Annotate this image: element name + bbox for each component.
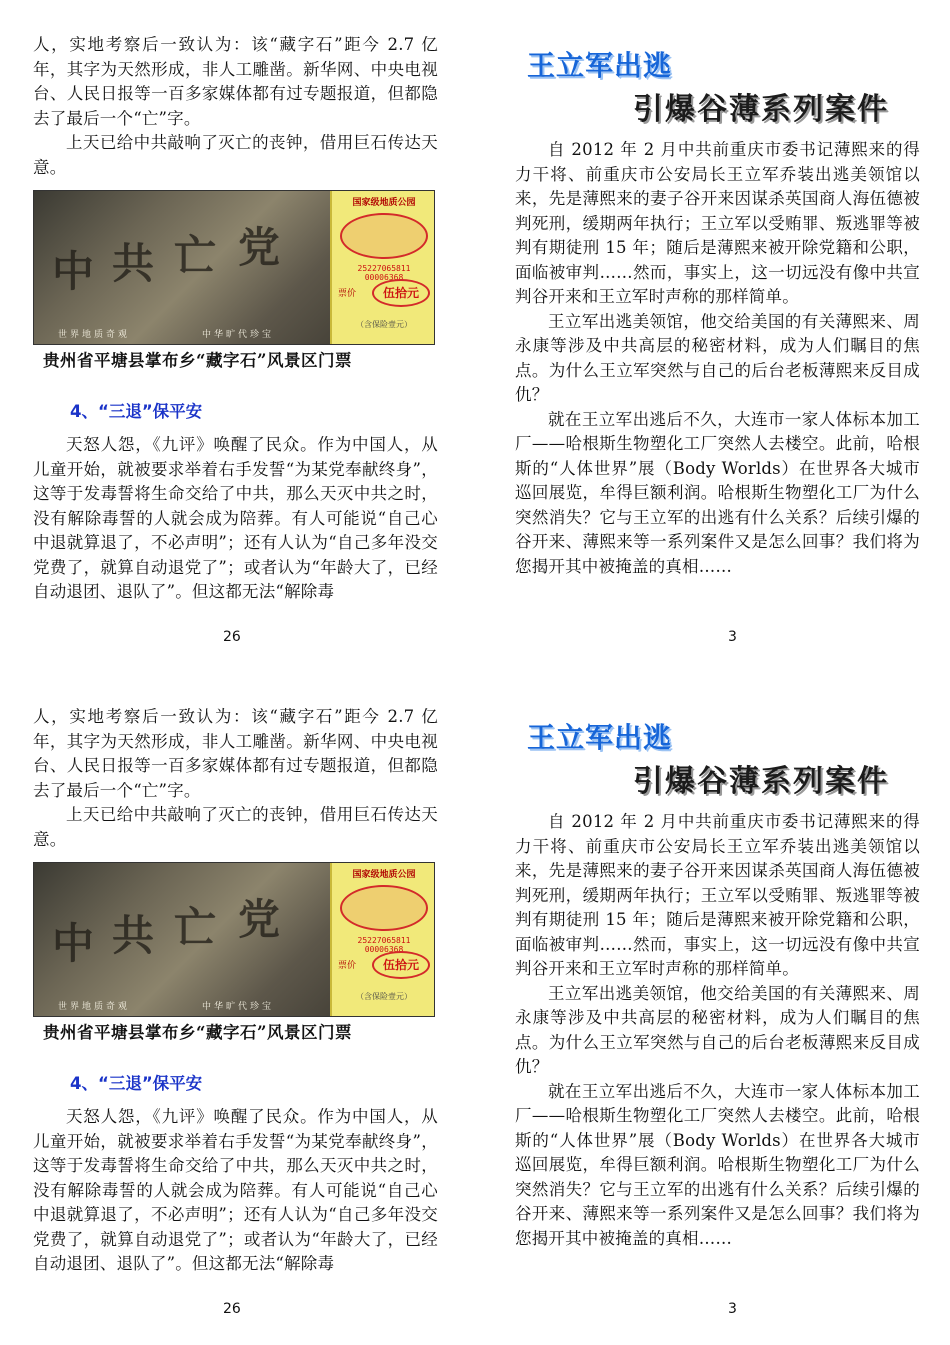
- ticket-note: （含保险壹元）: [356, 320, 412, 329]
- ticket-serial: [336, 264, 432, 282]
- page-number: 3: [728, 629, 737, 645]
- photo-caption-left: 世界地质奇观: [58, 330, 131, 340]
- ticket-serial: [336, 936, 432, 954]
- left-page-body-bottom: [33, 433, 438, 605]
- rock-character: 亡: [174, 231, 217, 280]
- left-page: [33, 672, 438, 1344]
- article-title-line1: 王立军出逃: [527, 49, 673, 82]
- price-label: 票价: [338, 289, 357, 299]
- paragraph: 上天已给中共敲响了灭亡的丧钟，借用巨石传达天意。: [33, 805, 438, 849]
- ticket-header: 国家级地质公园: [352, 870, 416, 880]
- price-label: 票价: [338, 961, 357, 971]
- article-title-line1: 王立军出逃: [527, 721, 673, 754]
- spread-top: [0, 0, 950, 672]
- right-page: [515, 672, 920, 1344]
- section-heading: 4、“三退”保平安: [70, 402, 203, 421]
- ticket-stub: [330, 863, 434, 1016]
- rock-character: 共: [112, 239, 155, 288]
- page-number: 3: [728, 1301, 737, 1317]
- red-seal-icon: [340, 885, 428, 931]
- photo-caption-right: 中华旷代珍宝: [202, 330, 275, 340]
- rock-character: 亡: [174, 903, 217, 952]
- serial-number: 25227065811: [357, 936, 411, 945]
- paragraph: 自 2012 年 2 月中共前重庆市委书记薄熙来的得力干将、前重庆市公安局长王立军乔装出逃美领馆以来，先是薄熙来的妻子谷开来因谋杀英国商人海伍德被判死刑，缓期两年执行；王立军以受贿罪、叛逃罪等被判有期徒刑 15 年；随后是薄熙来被开除党籍和公职，面临被审判……然而，事实上，这一切远没有像中共宣判谷开来和王立军时声称的那样简单。: [515, 812, 920, 978]
- rock-character: 党: [238, 223, 281, 272]
- right-page: [515, 0, 920, 672]
- rock-character: 党: [238, 895, 281, 944]
- spread-bottom: [0, 672, 950, 1344]
- photo-caption-left: 世界地质奇观: [58, 1002, 131, 1012]
- paragraph: 天怒人怨，《九评》唤醒了民众。作为中国人，从儿童开始，就被要求举着右手发誓“为某党奉献终身”，这等于发毒誓将生命交给了中共，那么天灭中共之时，没有解除毒誓的人就会成为陪葬。有人可能说“自己心中退就算退了，不必声明”；还有人认为“自己多年没交党费了，就算自动退党了”；或者认为“年龄大了，已经自动退团、退队了”。但这都无法“解除毒: [33, 435, 438, 601]
- paragraph: 王立军出逃美领馆，他交给美国的有关薄熙来、周永康等涉及中共高层的秘密材料，成为人们瞩目的焦点。为什么王立军突然与自己的后台老板薄熙来反目成仇？: [515, 311, 920, 404]
- rock-character: 共: [112, 911, 155, 960]
- serial-number: 25227065811: [357, 264, 411, 273]
- paragraph: 就在王立军出逃后不久，大连市一家人体标本加工厂——哈根斯生物塑化工厂突然人去楼空。此前，哈根斯的“人体世界”展（Body Worlds）在世界各大城市巡回展览，牟得巨额利润。哈根斯生物塑化工厂为什么突然消失？它与王立军的出逃有什么关系？后续引爆的谷开来、薄熙来等一系列案件又是怎么回事？我们将为您揭开其中被掩盖的真相……: [515, 409, 920, 576]
- ticket-photo: [33, 862, 435, 1017]
- rock-character: 中: [52, 247, 95, 296]
- paragraph: 人，实地考察后一致认为：该“藏字石”距今 2.7 亿年，其字为天然形成，非人工雕凿。新华网、中央电视台、人民日报等一百多家媒体都有过专题报道，但都隐去了最后一个“亡”字。: [33, 35, 438, 128]
- figure-caption: 贵州省平塘县掌布乡“藏字石”风景区门票: [43, 1023, 352, 1042]
- left-page-body-top: [33, 705, 438, 852]
- right-page-body: [515, 810, 920, 1251]
- paragraph: 就在王立军出逃后不久，大连市一家人体标本加工厂——哈根斯生物塑化工厂突然人去楼空。此前，哈根斯的“人体世界”展（Body Worlds）在世界各大城市巡回展览，牟得巨额利润。哈根斯生物塑化工厂为什么突然消失？它与王立军的出逃有什么关系？后续引爆的谷开来、薄熙来等一系列案件又是怎么回事？我们将为您揭开其中被掩盖的真相……: [515, 1081, 920, 1248]
- red-seal-icon: [340, 213, 428, 259]
- ticket-note: （含保险壹元）: [356, 992, 412, 1001]
- price-stamp: 伍拾元: [372, 951, 430, 979]
- price-stamp: 伍拾元: [372, 279, 430, 307]
- article-title-line2: 引爆谷薄系列案件: [633, 764, 889, 799]
- page-number: 26: [223, 629, 241, 645]
- article-title-line2: 引爆谷薄系列案件: [633, 92, 889, 127]
- serial-number-2: 00006368: [364, 273, 404, 282]
- figure-caption: 贵州省平塘县掌布乡“藏字石”风景区门票: [43, 351, 352, 370]
- left-page-body-bottom: [33, 1105, 438, 1277]
- page-number: 26: [223, 1301, 241, 1317]
- paragraph: 天怒人怨，《九评》唤醒了民众。作为中国人，从儿童开始，就被要求举着右手发誓“为某党奉献终身”，这等于发毒誓将生命交给了中共，那么天灭中共之时，没有解除毒誓的人就会成为陪葬。有人可能说“自己心中退就算退了，不必声明”；还有人认为“自己多年没交党费了，就算自动退党了”；或者认为“年龄大了，已经自动退团、退队了”。但这都无法“解除毒: [33, 1107, 438, 1273]
- paragraph: 自 2012 年 2 月中共前重庆市委书记薄熙来的得力干将、前重庆市公安局长王立军乔装出逃美领馆以来，先是薄熙来的妻子谷开来因谋杀英国商人海伍德被判死刑，缓期两年执行；王立军以受贿罪、叛逃罪等被判有期徒刑 15 年；随后是薄熙来被开除党籍和公职，面临被审判……然而，事实上，这一切远没有像中共宣判谷开来和王立军时声称的那样简单。: [515, 140, 920, 306]
- ticket-header: 国家级地质公园: [352, 198, 416, 208]
- paragraph: 上天已给中共敲响了灭亡的丧钟，借用巨石传达天意。: [33, 133, 438, 177]
- left-page-body-top: [33, 33, 438, 180]
- left-page: [33, 0, 438, 672]
- right-page-body: [515, 138, 920, 579]
- paragraph: 人，实地考察后一致认为：该“藏字石”距今 2.7 亿年，其字为天然形成，非人工雕凿。新华网、中央电视台、人民日报等一百多家媒体都有过专题报道，但都隐去了最后一个“亡”字。: [33, 707, 438, 800]
- ticket-photo: [33, 190, 435, 345]
- serial-number-2: 00006368: [364, 945, 404, 954]
- section-heading: 4、“三退”保平安: [70, 1074, 203, 1093]
- photo-caption-right: 中华旷代珍宝: [202, 1002, 275, 1012]
- ticket-stub: [330, 191, 434, 344]
- rock-character: 中: [52, 919, 95, 968]
- paragraph: 王立军出逃美领馆，他交给美国的有关薄熙来、周永康等涉及中共高层的秘密材料，成为人们瞩目的焦点。为什么王立军突然与自己的后台老板薄熙来反目成仇？: [515, 983, 920, 1076]
